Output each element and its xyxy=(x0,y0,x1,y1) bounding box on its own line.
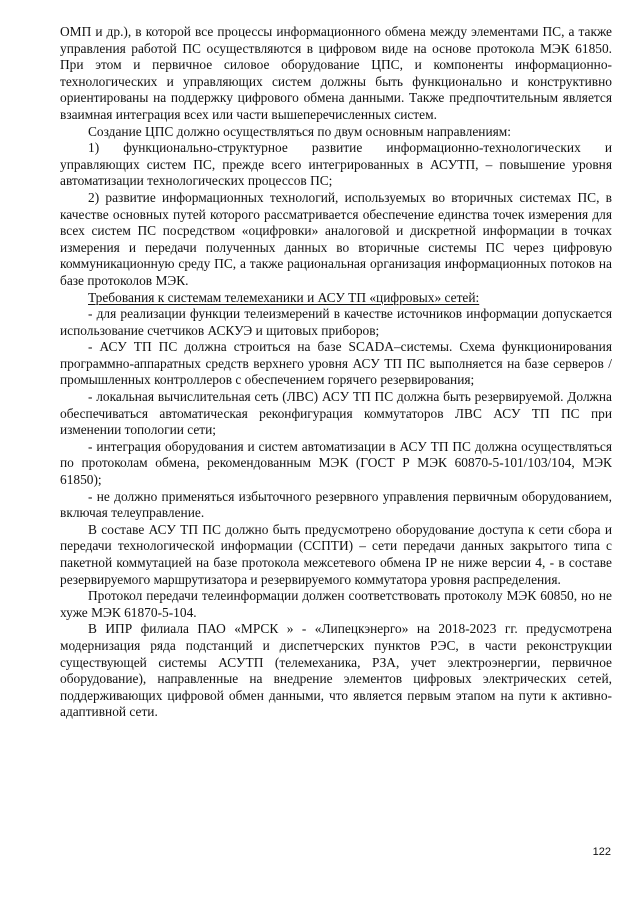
list-item-lan: - локальная вычислительная сеть (ЛВС) АСУ ТП ПС должна быть резервируемой. Должна обеспечиваться автоматическая реконфигурация коммутаторов ЛВС АСУ ТП ПС при изменении топологии сети; xyxy=(60,389,612,438)
list-item-telemetry: - для реализации функции телеизмерений в качестве источников информации допускается использование счетчиков АСКУЭ и щитовых приборов; xyxy=(60,306,612,338)
paragraph-sspti: В составе АСУ ТП ПС должно быть предусмотрено оборудование доступа к сети сбора и передачи технологической информации (ССПТИ) – сети передачи данных закрытого типа с пакетной коммутацией на базе протокола межсетевого обмена IP не ниже версии 4, - в составе резервируемого маршрутизатора и резервируемого коммутатора уровня распределения. xyxy=(60,521,612,587)
paragraph-direction-2: 2) развитие информационных технологий, используемых во вторичных системах ПС, в качестве основных путей которого рассматривается обеспечение единства точек измерения для всех систем ПС посредством «оцифровки» аналоговой и дискретной информации в точках измерения и передачи полученных данных во вторичные системы ПС через цифровую коммуникационную среду ПС, а также рациональная организация информационных потоков на базе протоколов МЭК. xyxy=(60,189,612,288)
paragraph-direction-1: 1) функционально-структурное развитие информационно-технологических и управляющих систем ПС, прежде всего интегрированных в АСУТП, – повышение уровня автоматизации технологических процессов ПС; xyxy=(60,140,612,189)
paragraph-directions-intro: Создание ЦПС должно осуществляться по двум основным направлениям: xyxy=(88,123,511,139)
section-heading-text: Требования к системам телемеханики и АСУ ТП «цифровых» сетей: xyxy=(88,289,480,305)
list-item-integration: - интеграция оборудования и систем автоматизации в АСУ ТП ПС должна осуществляться по протоколам обмена, рекомендованным МЭК (ГОСТ Р МЭК 60870-5-101/103/104, МЭК 61850); xyxy=(60,438,612,488)
paragraph-ipr: В ИПР филиала ПАО «МРСК » - «Липецкэнерго» на 2018-2023 гг. предусмотрена модернизация ряда подстанций и диспетчерских пунктов РЭС, в части реконструкции существующей системы АСУТП (телемеханика, РЗА, учет электроэнергии, первичное оборудование), направленные на внедрение элементов цифровых электрических сетей, поддерживающих цифровой обмен данными, что является первым этапом на пути к активно-адаптивной сети. xyxy=(60,621,612,720)
list-item-redundancy: - не должно применяться избыточного резервного управления первичным оборудованием, включая телеуправление. xyxy=(60,488,612,521)
document-body xyxy=(60,24,612,721)
page-number: 122 xyxy=(592,846,611,858)
section-heading-requirements xyxy=(60,290,612,307)
paragraph-continuation: ОМП и др.), в которой все процессы информационного обмена между элементами ПС, а также управления работой ПС осуществляются в цифровом виде на основе протокола МЭК 61850. При этом и первичное силовое оборудование ЦПС, и компоненты информационно-технологических и управляющих систем должны быть функционально и конструктивно ориентированы на поддержку цифрового обмена данными. Также предпочтительным является взаимная интеграция всех или части вышеперечисленных систем. xyxy=(60,24,612,122)
paragraph-protocol: Протокол передачи телеинформации должен соответствовать протоколу МЭК 60850, но не хуже МЭК 61870-5-104. xyxy=(60,588,612,620)
list-item-scada: - АСУ ТП ПС должна строиться на базе SCADA–системы. Схема функционирования программно-аппаратных средств верхнего уровня АСУ ТП ПС выполняется на базе серверов / промышленных контроллеров с обеспечением горячего резервирования; xyxy=(60,339,612,388)
